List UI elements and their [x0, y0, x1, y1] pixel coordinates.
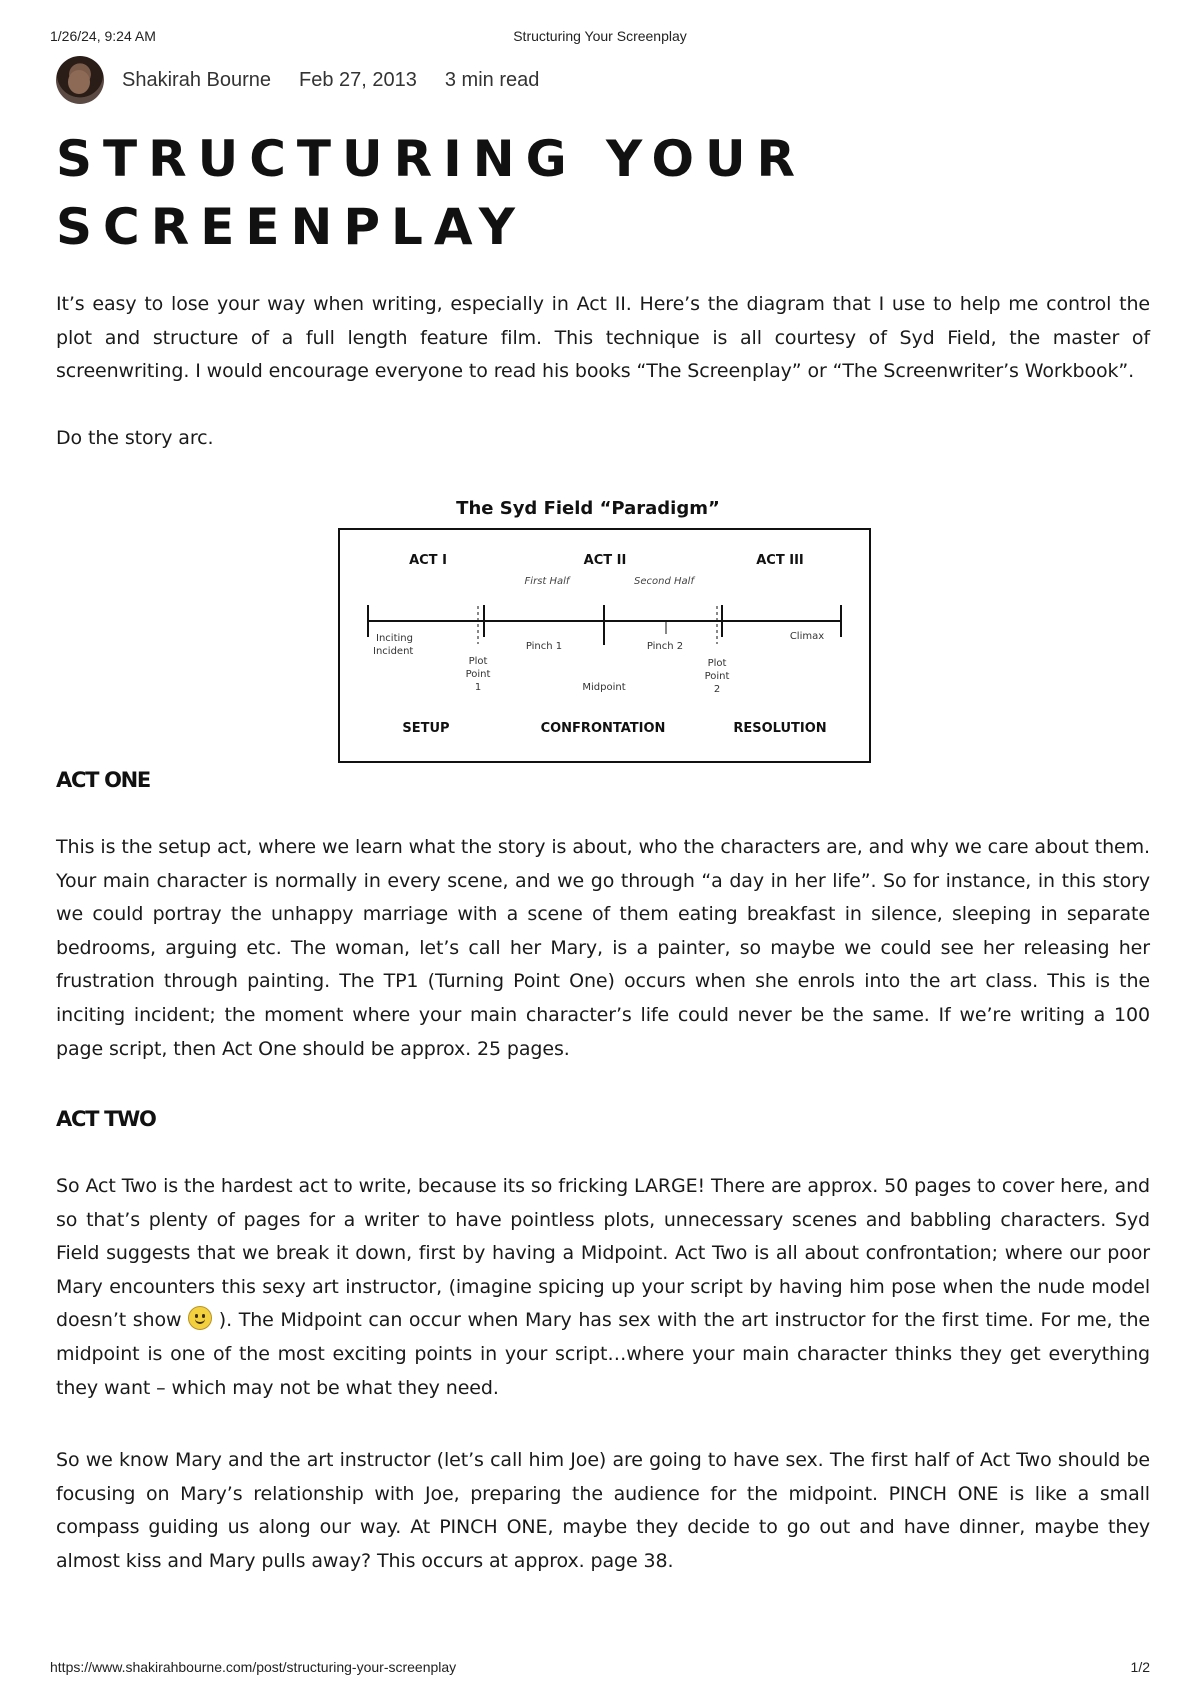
first-half-label: First Half: [524, 576, 570, 587]
act-2-label: ACT II: [583, 553, 627, 568]
print-datetime: 1/26/24, 9:24 AM: [50, 28, 156, 44]
plot-point-2-word-1: Plot: [707, 658, 727, 669]
act-1-label: ACT I: [409, 553, 447, 568]
inciting-label-2: Incident: [373, 646, 414, 657]
print-doc-title: Structuring Your Screenplay: [513, 28, 687, 44]
post-meta: [56, 55, 567, 105]
act-two-paragraph-2: So we know Mary and the art instructor (let’s call him Joe) are going to have sex. The first half of Act Two should be focusing on Mary’s relationship with Joe, preparing the audience for the midpoint. PINCH ONE is like a small compass guiding us along our way. At PINCH ONE, maybe they decide to go out and have dinner, maybe they almost kiss and Mary pulls away? This occurs at approx. page 38.: [56, 1449, 1150, 1572]
smiley-emoji-icon: [188, 1306, 212, 1330]
plot-point-1-word-1: Plot: [468, 656, 488, 667]
print-url: https://www.shakirahbourne.com/post/structuring-your-screenplay: [50, 1659, 457, 1675]
author-name[interactable]: Shakirah Bourne: [122, 68, 271, 91]
climax-label: Climax: [789, 631, 825, 642]
pinch-1-label: Pinch 1: [525, 641, 563, 652]
confrontation-label: CONFRONTATION: [540, 721, 666, 736]
plot-point-2-word-2: Point: [704, 671, 730, 682]
act-two-heading: ACT TWO: [56, 1107, 156, 1131]
intro-paragraph-2: Do the story arc.: [56, 427, 214, 449]
act-one-paragraph: This is the setup act, where we learn what the story is about, who the characters are, and why we care about them. Your main character is normally in every scene, and we go through “a day in her life”. So for instance, in this story we could portray the unhappy marriage with a scene of them eating breakfast in silence, sleeping in separate bedrooms, arguing etc. The woman, let’s call her Mary, is a painter, so maybe we could see her releasing her frustration through painting. The TP1 (Turning Point One) occurs when she enrols into the art class. This is the inciting incident; the moment where your main character’s life could never be the same. If we’re writing a 100 page script, then Act One should be approx. 25 pages.: [56, 836, 1150, 1060]
plot-point-2-number: 2: [713, 684, 721, 695]
second-half-label: Second Half: [634, 576, 694, 587]
resolution-label: RESOLUTION: [733, 721, 827, 736]
act-two-text-a: So Act Two is the hardest act to write, because its so fricking LARGE! There are approx. 50 pages to cover here, and so that’s plenty of pages for a writer to have pointless plots, unnecessary scenes and babbling characters. Syd Field suggests that we break it down, first by having a Midpoint. Act Two is all about confrontation; where our poor Mary encounters this sexy art instructor, (imagine spicing up your script by having him pose when the nude model doesn’t show: [56, 1175, 1150, 1332]
intro-paragraph: It’s easy to lose your way when writing, especially in Act II. Here’s the diagram that I use to help me control the plot and structure of a full length feature film. This technique is all courtesy of Syd Field, the master of screenwriting. I would encourage everyone to read his books “The Screenplay” or “The Screenwriter’s Workbook”.: [56, 293, 1150, 383]
act-two-text-b: ). The Midpoint can occur when Mary has sex with the art instructor for the first time. For me, the midpoint is one of the most exciting points in your script…where your main character thinks they get everything they want – which may not be what they need.: [56, 1309, 1150, 1399]
plot-point-1-number: 1: [474, 682, 482, 693]
act-3-label: ACT III: [756, 553, 804, 568]
print-page-number: 1/2: [1130, 1659, 1150, 1675]
midpoint-label: Midpoint: [582, 682, 626, 693]
inciting-label-1: Inciting: [376, 633, 413, 644]
plot-point-1-word-2: Point: [465, 669, 491, 680]
pinch-2-label: Pinch 2: [646, 641, 684, 652]
post-date: Feb 27, 2013: [298, 68, 417, 91]
read-time: 3 min read: [444, 68, 540, 91]
author-avatar[interactable]: [56, 56, 104, 104]
diagram-title: The Syd Field “Paradigm”: [456, 498, 720, 519]
act-one-heading: ACT ONE: [56, 768, 150, 792]
setup-label: SETUP: [402, 721, 450, 736]
post-title: STRUCTURING YOUR SCREENPLAY: [56, 130, 807, 256]
act-two-paragraph: [56, 1170, 1150, 1405]
syd-field-paradigm-diagram: [337, 494, 872, 764]
